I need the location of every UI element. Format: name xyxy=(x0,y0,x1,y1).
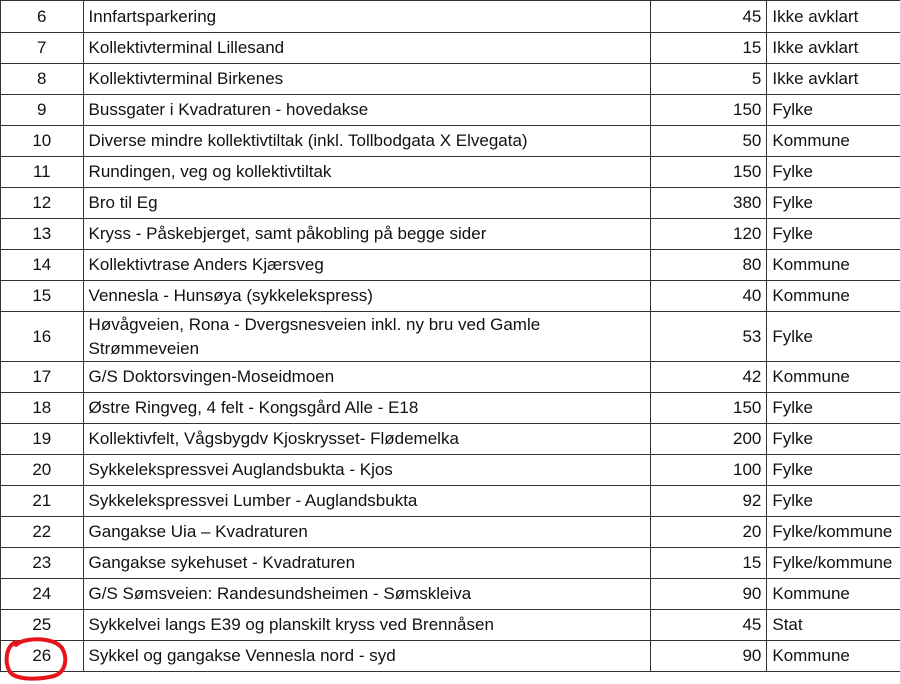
responsible-party: Fylke xyxy=(767,219,900,250)
cost-value: 45 xyxy=(651,1,767,33)
responsible-party: Fylke xyxy=(767,486,900,517)
row-number: 23 xyxy=(1,548,84,579)
cost-value: 42 xyxy=(651,362,767,393)
cost-value: 80 xyxy=(651,250,767,281)
responsible-party: Kommune xyxy=(767,126,900,157)
cost-value: 150 xyxy=(651,95,767,126)
project-name: Kollektivtrase Anders Kjærsveg xyxy=(83,250,651,281)
table-row xyxy=(1,517,900,548)
cost-value: 53 xyxy=(651,312,767,362)
cost-value: 200 xyxy=(651,424,767,455)
cost-value: 150 xyxy=(651,393,767,424)
table-row xyxy=(1,610,900,641)
row-number: 22 xyxy=(1,517,84,548)
project-name: Vennesla - Hunsøya (sykkelekspress) xyxy=(83,281,651,312)
table-row xyxy=(1,250,900,281)
project-name: Kollektivterminal Birkenes xyxy=(83,64,651,95)
project-name: Bussgater i Kvadraturen - hovedakse xyxy=(83,95,651,126)
cost-value: 5 xyxy=(651,64,767,95)
responsible-party: Ikke avklart xyxy=(767,1,900,33)
cost-value: 380 xyxy=(651,188,767,219)
table-row xyxy=(1,548,900,579)
cost-value: 15 xyxy=(651,548,767,579)
responsible-party: Kommune xyxy=(767,362,900,393)
row-number: 8 xyxy=(1,64,84,95)
table-row xyxy=(1,1,900,33)
responsible-party: Ikke avklart xyxy=(767,33,900,64)
table-row xyxy=(1,157,900,188)
row-number: 26 xyxy=(1,641,84,672)
row-number: 11 xyxy=(1,157,84,188)
cost-value: 50 xyxy=(651,126,767,157)
row-number: 14 xyxy=(1,250,84,281)
project-name: Bro til Eg xyxy=(83,188,651,219)
row-number: 9 xyxy=(1,95,84,126)
table-row xyxy=(1,455,900,486)
project-name: Sykkel og gangakse Vennesla nord - syd xyxy=(83,641,651,672)
cost-value: 92 xyxy=(651,486,767,517)
row-number: 16 xyxy=(1,312,84,362)
project-name: Kryss - Påskebjerget, samt påkobling på begge sider xyxy=(83,219,651,250)
project-name: Gangakse Uia – Kvadraturen xyxy=(83,517,651,548)
table-row xyxy=(1,641,900,672)
responsible-party: Fylke xyxy=(767,312,900,362)
responsible-party: Fylke xyxy=(767,393,900,424)
project-name: Sykkelekspressvei Lumber - Auglandsbukta xyxy=(83,486,651,517)
table-row xyxy=(1,126,900,157)
cost-value: 90 xyxy=(651,579,767,610)
cost-value: 120 xyxy=(651,219,767,250)
responsible-party: Kommune xyxy=(767,579,900,610)
project-name: Diverse mindre kollektivtiltak (inkl. Tollbodgata X Elvegata) xyxy=(83,126,651,157)
row-number: 18 xyxy=(1,393,84,424)
row-number: 15 xyxy=(1,281,84,312)
project-name: G/S Sømsveien: Randesundsheimen - Sømskleiva xyxy=(83,579,651,610)
row-number: 21 xyxy=(1,486,84,517)
table-row xyxy=(1,33,900,64)
project-name: Kollektivterminal Lillesand xyxy=(83,33,651,64)
table-row xyxy=(1,424,900,455)
cost-value: 45 xyxy=(651,610,767,641)
project-name: Sykkelekspressvei Auglandsbukta - Kjos xyxy=(83,455,651,486)
responsible-party: Fylke/kommune xyxy=(767,548,900,579)
row-number: 17 xyxy=(1,362,84,393)
responsible-party: Fylke/kommune xyxy=(767,517,900,548)
row-number: 10 xyxy=(1,126,84,157)
responsible-party: Fylke xyxy=(767,157,900,188)
row-number: 25 xyxy=(1,610,84,641)
table-row xyxy=(1,312,900,362)
table-row xyxy=(1,486,900,517)
row-number: 19 xyxy=(1,424,84,455)
responsible-party: Fylke xyxy=(767,95,900,126)
responsible-party: Stat xyxy=(767,610,900,641)
project-name: Sykkelvei langs E39 og planskilt kryss ved Brennåsen xyxy=(83,610,651,641)
project-name: Gangakse sykehuset - Kvadraturen xyxy=(83,548,651,579)
cost-value: 90 xyxy=(651,641,767,672)
cost-value: 40 xyxy=(651,281,767,312)
table-row xyxy=(1,64,900,95)
project-name: Kollektivfelt, Vågsbygdv Kjoskrysset- Flødemelka xyxy=(83,424,651,455)
row-number: 6 xyxy=(1,1,84,33)
table-row xyxy=(1,281,900,312)
cost-value: 150 xyxy=(651,157,767,188)
cost-value: 15 xyxy=(651,33,767,64)
table-row xyxy=(1,219,900,250)
cost-value: 100 xyxy=(651,455,767,486)
responsible-party: Kommune xyxy=(767,281,900,312)
project-name: G/S Doktorsvingen-Moseidmoen xyxy=(83,362,651,393)
responsible-party: Kommune xyxy=(767,250,900,281)
table-row xyxy=(1,95,900,126)
project-name: Østre Ringveg, 4 felt - Kongsgård Alle - E18 xyxy=(83,393,651,424)
responsible-party: Fylke xyxy=(767,188,900,219)
table-row xyxy=(1,362,900,393)
responsible-party: Fylke xyxy=(767,455,900,486)
responsible-party: Kommune xyxy=(767,641,900,672)
responsible-party: Ikke avklart xyxy=(767,64,900,95)
project-name: Innfartsparkering xyxy=(83,1,651,33)
row-number: 13 xyxy=(1,219,84,250)
row-number: 24 xyxy=(1,579,84,610)
project-name: Rundingen, veg og kollektivtiltak xyxy=(83,157,651,188)
table-row xyxy=(1,188,900,219)
row-number: 12 xyxy=(1,188,84,219)
project-name: Høvågveien, Rona - Dvergsnesveien inkl. ny bru ved Gamle Strømmeveien xyxy=(83,312,651,362)
table-row xyxy=(1,393,900,424)
responsible-party: Fylke xyxy=(767,424,900,455)
table-row xyxy=(1,579,900,610)
row-number: 20 xyxy=(1,455,84,486)
cost-value: 20 xyxy=(651,517,767,548)
row-number: 7 xyxy=(1,33,84,64)
